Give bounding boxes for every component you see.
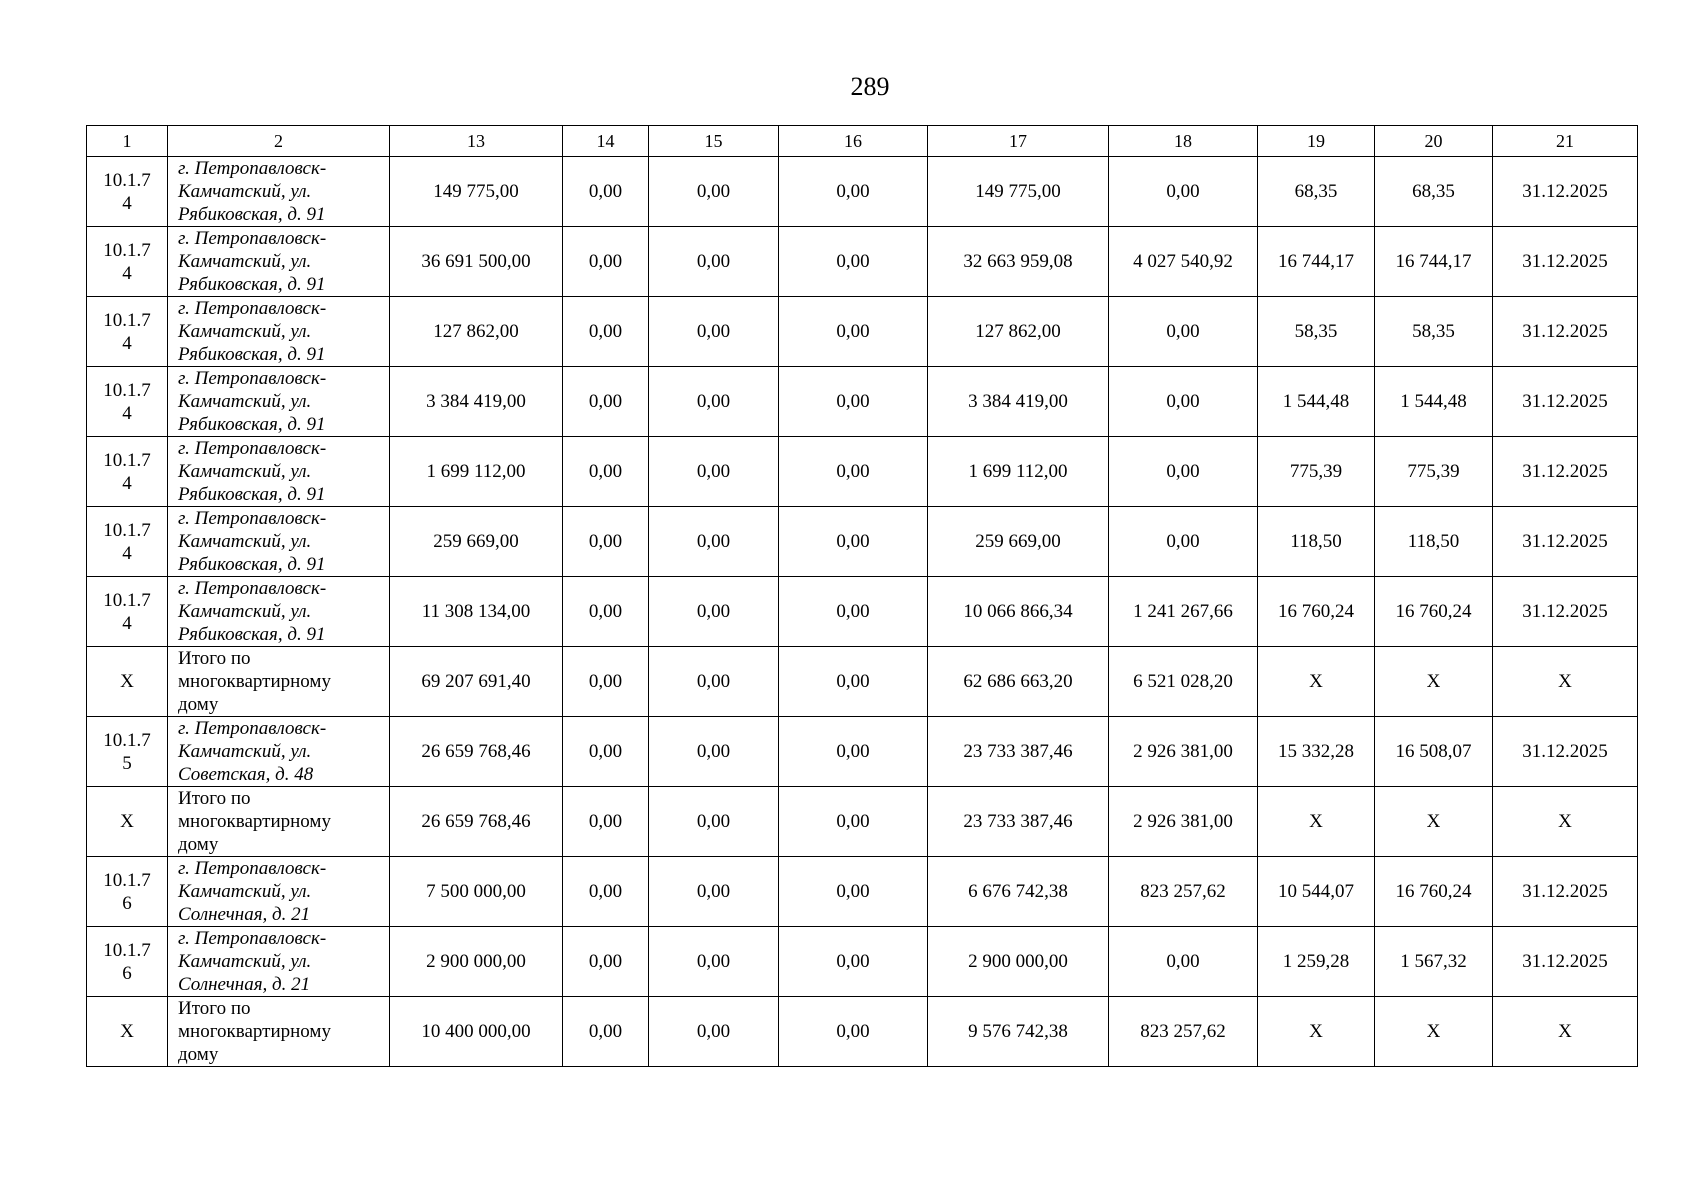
cell-col-14: 0,00 <box>563 157 649 227</box>
cell-col-14: 0,00 <box>563 717 649 787</box>
cell-col-15: 0,00 <box>649 367 779 437</box>
cell-id-line: 6 <box>122 962 132 984</box>
cell-col-15: 0,00 <box>649 577 779 647</box>
cell-address-line: Советская, д. 48 <box>178 764 314 785</box>
cell-address-line: многоквартирному <box>178 671 331 692</box>
cell-address-line: Рябиковская, д. 91 <box>178 414 326 435</box>
cell-address-line: дому <box>178 1044 219 1065</box>
total-row <box>87 997 1638 1067</box>
cell-col-21: 31.12.2025 <box>1493 367 1638 437</box>
cell-id-line: 4 <box>122 192 132 214</box>
cell-col-21: 31.12.2025 <box>1493 717 1638 787</box>
cell-col-14: 0,00 <box>563 857 649 927</box>
cell-col-17: 259 669,00 <box>928 507 1109 577</box>
cell-id-line: 10.1.7 <box>103 449 151 471</box>
cell-col-16: 0,00 <box>779 577 928 647</box>
cell-col-14: 0,00 <box>563 297 649 367</box>
table-row <box>87 577 1638 647</box>
cell-col-21: 31.12.2025 <box>1493 227 1638 297</box>
cell-address-line: Камчатский, ул. <box>178 601 312 622</box>
cell-id <box>87 507 168 577</box>
column-header: 13 <box>390 126 563 157</box>
cell-id-line: X <box>120 1021 134 1042</box>
cell-id-line: 4 <box>122 332 132 354</box>
cell-col-19: X <box>1258 647 1375 717</box>
cell-id-line: 10.1.7 <box>103 939 151 961</box>
cell-col-13: 69 207 691,40 <box>390 647 563 717</box>
cell-id-line: 10.1.7 <box>103 589 151 611</box>
table-row <box>87 227 1638 297</box>
cell-address-line: Итого по <box>178 998 251 1019</box>
cell-col-21: X <box>1493 647 1638 717</box>
cell-id <box>87 367 168 437</box>
cell-col-14: 0,00 <box>563 227 649 297</box>
cell-col-15: 0,00 <box>649 717 779 787</box>
cell-col-16: 0,00 <box>779 647 928 717</box>
cell-col-15: 0,00 <box>649 507 779 577</box>
cell-col-14: 0,00 <box>563 367 649 437</box>
data-table <box>86 125 1638 1067</box>
cell-col-19: 16 760,24 <box>1258 577 1375 647</box>
cell-address-line: Камчатский, ул. <box>178 391 312 412</box>
cell-col-21: 31.12.2025 <box>1493 297 1638 367</box>
cell-address-line: многоквартирному <box>178 1021 331 1042</box>
cell-col-13: 10 400 000,00 <box>390 997 563 1067</box>
cell-id-line: 6 <box>122 892 132 914</box>
cell-col-18: 0,00 <box>1109 437 1258 507</box>
cell-col-16: 0,00 <box>779 227 928 297</box>
cell-id-line: 4 <box>122 262 132 284</box>
column-header: 14 <box>563 126 649 157</box>
cell-col-19: 1 544,48 <box>1258 367 1375 437</box>
cell-col-18: 0,00 <box>1109 927 1258 997</box>
cell-address <box>168 297 390 367</box>
cell-address-line: г. Петропавловск- <box>178 298 327 319</box>
cell-address-line: Рябиковская, д. 91 <box>178 204 326 225</box>
column-header: 18 <box>1109 126 1258 157</box>
cell-col-21: 31.12.2025 <box>1493 857 1638 927</box>
cell-address-line: Солнечная, д. 21 <box>178 904 311 925</box>
cell-address-line: Камчатский, ул. <box>178 531 312 552</box>
table-row <box>87 437 1638 507</box>
cell-col-13: 149 775,00 <box>390 157 563 227</box>
cell-id-line: 5 <box>122 752 132 774</box>
cell-col-14: 0,00 <box>563 647 649 717</box>
table-row <box>87 157 1638 227</box>
cell-address <box>168 717 390 787</box>
cell-col-21: 31.12.2025 <box>1493 577 1638 647</box>
header-row <box>87 126 1638 157</box>
cell-col-16: 0,00 <box>779 997 928 1067</box>
cell-id <box>87 437 168 507</box>
column-header: 21 <box>1493 126 1638 157</box>
cell-address-line: Рябиковская, д. 91 <box>178 624 326 645</box>
cell-address-line: дому <box>178 694 219 715</box>
cell-col-13: 36 691 500,00 <box>390 227 563 297</box>
cell-address <box>168 437 390 507</box>
cell-address-line: г. Петропавловск- <box>178 718 327 739</box>
cell-address-line: Камчатский, ул. <box>178 881 312 902</box>
column-header: 2 <box>168 126 390 157</box>
cell-address-line: Рябиковская, д. 91 <box>178 344 326 365</box>
cell-col-21: 31.12.2025 <box>1493 437 1638 507</box>
cell-address-line: Рябиковская, д. 91 <box>178 554 326 575</box>
cell-col-15: 0,00 <box>649 787 779 857</box>
cell-col-16: 0,00 <box>779 857 928 927</box>
cell-col-19: 15 332,28 <box>1258 717 1375 787</box>
cell-address-line: Камчатский, ул. <box>178 741 312 762</box>
cell-address <box>168 507 390 577</box>
cell-col-18: 0,00 <box>1109 507 1258 577</box>
cell-col-19: X <box>1258 787 1375 857</box>
cell-col-18: 4 027 540,92 <box>1109 227 1258 297</box>
cell-id <box>87 787 168 857</box>
total-row <box>87 787 1638 857</box>
cell-col-17: 1 699 112,00 <box>928 437 1109 507</box>
cell-col-13: 7 500 000,00 <box>390 857 563 927</box>
cell-col-18: 823 257,62 <box>1109 997 1258 1067</box>
table-row <box>87 857 1638 927</box>
cell-col-18: 2 926 381,00 <box>1109 717 1258 787</box>
cell-col-15: 0,00 <box>649 437 779 507</box>
cell-address-line: г. Петропавловск- <box>178 438 327 459</box>
cell-col-16: 0,00 <box>779 717 928 787</box>
cell-col-21: 31.12.2025 <box>1493 157 1638 227</box>
cell-col-15: 0,00 <box>649 297 779 367</box>
cell-col-18: 0,00 <box>1109 157 1258 227</box>
cell-col-19: 58,35 <box>1258 297 1375 367</box>
cell-col-17: 127 862,00 <box>928 297 1109 367</box>
cell-id-line: 10.1.7 <box>103 309 151 331</box>
cell-col-18: 0,00 <box>1109 297 1258 367</box>
cell-id-line: 4 <box>122 402 132 424</box>
cell-id-line: 10.1.7 <box>103 519 151 541</box>
cell-col-19: 1 259,28 <box>1258 927 1375 997</box>
cell-col-21: 31.12.2025 <box>1493 507 1638 577</box>
cell-address <box>168 857 390 927</box>
cell-col-14: 0,00 <box>563 507 649 577</box>
cell-col-14: 0,00 <box>563 787 649 857</box>
cell-col-20: 68,35 <box>1375 157 1493 227</box>
cell-col-15: 0,00 <box>649 157 779 227</box>
cell-id-line: X <box>120 811 134 832</box>
cell-col-17: 3 384 419,00 <box>928 367 1109 437</box>
table-body <box>87 157 1638 1067</box>
cell-col-13: 2 900 000,00 <box>390 927 563 997</box>
cell-col-15: 0,00 <box>649 857 779 927</box>
column-header: 20 <box>1375 126 1493 157</box>
cell-col-18: 823 257,62 <box>1109 857 1258 927</box>
cell-id-line: X <box>120 671 134 692</box>
cell-address-line: Камчатский, ул. <box>178 951 312 972</box>
cell-address-line: многоквартирному <box>178 811 331 832</box>
cell-col-19: 775,39 <box>1258 437 1375 507</box>
cell-id-line: 10.1.7 <box>103 869 151 891</box>
cell-id <box>87 927 168 997</box>
cell-address <box>168 577 390 647</box>
cell-col-16: 0,00 <box>779 157 928 227</box>
cell-id <box>87 297 168 367</box>
cell-col-20: 16 508,07 <box>1375 717 1493 787</box>
table-row <box>87 507 1638 577</box>
cell-col-17: 149 775,00 <box>928 157 1109 227</box>
total-row <box>87 647 1638 717</box>
cell-col-18: 2 926 381,00 <box>1109 787 1258 857</box>
cell-col-13: 26 659 768,46 <box>390 717 563 787</box>
cell-col-15: 0,00 <box>649 927 779 997</box>
cell-col-16: 0,00 <box>779 297 928 367</box>
cell-col-21: 31.12.2025 <box>1493 927 1638 997</box>
cell-col-20: X <box>1375 787 1493 857</box>
cell-address <box>168 927 390 997</box>
cell-address-line: г. Петропавловск- <box>178 508 327 529</box>
cell-address-line: г. Петропавловск- <box>178 858 327 879</box>
cell-address-line: г. Петропавловск- <box>178 928 327 949</box>
cell-col-20: 16 744,17 <box>1375 227 1493 297</box>
table-row <box>87 297 1638 367</box>
cell-col-18: 1 241 267,66 <box>1109 577 1258 647</box>
cell-col-14: 0,00 <box>563 437 649 507</box>
cell-col-16: 0,00 <box>779 367 928 437</box>
cell-col-17: 23 733 387,46 <box>928 717 1109 787</box>
cell-col-17: 23 733 387,46 <box>928 787 1109 857</box>
cell-address <box>168 367 390 437</box>
cell-col-20: 118,50 <box>1375 507 1493 577</box>
cell-address-line: Рябиковская, д. 91 <box>178 274 326 295</box>
cell-address-line: г. Петропавловск- <box>178 578 327 599</box>
cell-col-21: X <box>1493 997 1638 1067</box>
cell-col-19: 16 744,17 <box>1258 227 1375 297</box>
cell-col-19: 118,50 <box>1258 507 1375 577</box>
cell-address-line: Солнечная, д. 21 <box>178 974 311 995</box>
cell-col-21: X <box>1493 787 1638 857</box>
cell-id-line: 10.1.7 <box>103 729 151 751</box>
cell-col-14: 0,00 <box>563 577 649 647</box>
cell-col-20: 775,39 <box>1375 437 1493 507</box>
cell-col-13: 11 308 134,00 <box>390 577 563 647</box>
cell-col-17: 32 663 959,08 <box>928 227 1109 297</box>
cell-col-15: 0,00 <box>649 997 779 1067</box>
cell-col-17: 62 686 663,20 <box>928 647 1109 717</box>
cell-col-20: X <box>1375 647 1493 717</box>
cell-id <box>87 227 168 297</box>
cell-col-13: 3 384 419,00 <box>390 367 563 437</box>
table-row <box>87 717 1638 787</box>
cell-col-20: 1 567,32 <box>1375 927 1493 997</box>
cell-id-line: 4 <box>122 542 132 564</box>
cell-id-line: 4 <box>122 612 132 634</box>
cell-address-line: Камчатский, ул. <box>178 321 312 342</box>
page-number: 289 <box>850 72 890 101</box>
column-header: 16 <box>779 126 928 157</box>
cell-id <box>87 717 168 787</box>
cell-col-16: 0,00 <box>779 507 928 577</box>
cell-col-19: 68,35 <box>1258 157 1375 227</box>
cell-col-13: 26 659 768,46 <box>390 787 563 857</box>
cell-col-16: 0,00 <box>779 927 928 997</box>
cell-col-17: 9 576 742,38 <box>928 997 1109 1067</box>
cell-col-18: 0,00 <box>1109 367 1258 437</box>
cell-id-line: 10.1.7 <box>103 379 151 401</box>
cell-address <box>168 227 390 297</box>
cell-address-line: Камчатский, ул. <box>178 251 312 272</box>
column-header: 1 <box>87 126 168 157</box>
cell-col-20: 58,35 <box>1375 297 1493 367</box>
cell-col-19: 10 544,07 <box>1258 857 1375 927</box>
cell-address-line: г. Петропавловск- <box>178 158 327 179</box>
cell-address-line: Рябиковская, д. 91 <box>178 484 326 505</box>
cell-total-label <box>168 787 390 857</box>
cell-id-line: 10.1.7 <box>103 169 151 191</box>
cell-col-13: 259 669,00 <box>390 507 563 577</box>
table-row <box>87 927 1638 997</box>
cell-col-15: 0,00 <box>649 647 779 717</box>
cell-col-20: 16 760,24 <box>1375 577 1493 647</box>
cell-address-line: Итого по <box>178 648 251 669</box>
cell-col-20: 16 760,24 <box>1375 857 1493 927</box>
cell-id <box>87 647 168 717</box>
table-row <box>87 367 1638 437</box>
cell-col-15: 0,00 <box>649 227 779 297</box>
cell-id <box>87 577 168 647</box>
cell-col-17: 10 066 866,34 <box>928 577 1109 647</box>
cell-id-line: 10.1.7 <box>103 239 151 261</box>
cell-col-13: 1 699 112,00 <box>390 437 563 507</box>
cell-id <box>87 997 168 1067</box>
cell-col-18: 6 521 028,20 <box>1109 647 1258 717</box>
cell-address-line: г. Петропавловск- <box>178 368 327 389</box>
cell-col-20: X <box>1375 997 1493 1067</box>
cell-total-label <box>168 647 390 717</box>
column-header: 19 <box>1258 126 1375 157</box>
cell-col-20: 1 544,48 <box>1375 367 1493 437</box>
column-header: 15 <box>649 126 779 157</box>
cell-col-14: 0,00 <box>563 927 649 997</box>
cell-total-label <box>168 997 390 1067</box>
cell-address-line: Камчатский, ул. <box>178 181 312 202</box>
cell-address-line: г. Петропавловск- <box>178 228 327 249</box>
cell-col-17: 2 900 000,00 <box>928 927 1109 997</box>
cell-address-line: Камчатский, ул. <box>178 461 312 482</box>
cell-col-16: 0,00 <box>779 437 928 507</box>
column-header: 17 <box>928 126 1109 157</box>
cell-col-14: 0,00 <box>563 997 649 1067</box>
cell-col-17: 6 676 742,38 <box>928 857 1109 927</box>
cell-id <box>87 857 168 927</box>
cell-col-13: 127 862,00 <box>390 297 563 367</box>
cell-col-19: X <box>1258 997 1375 1067</box>
cell-address-line: дому <box>178 834 219 855</box>
cell-address <box>168 157 390 227</box>
cell-address-line: Итого по <box>178 788 251 809</box>
cell-col-16: 0,00 <box>779 787 928 857</box>
cell-id-line: 4 <box>122 472 132 494</box>
cell-id <box>87 157 168 227</box>
